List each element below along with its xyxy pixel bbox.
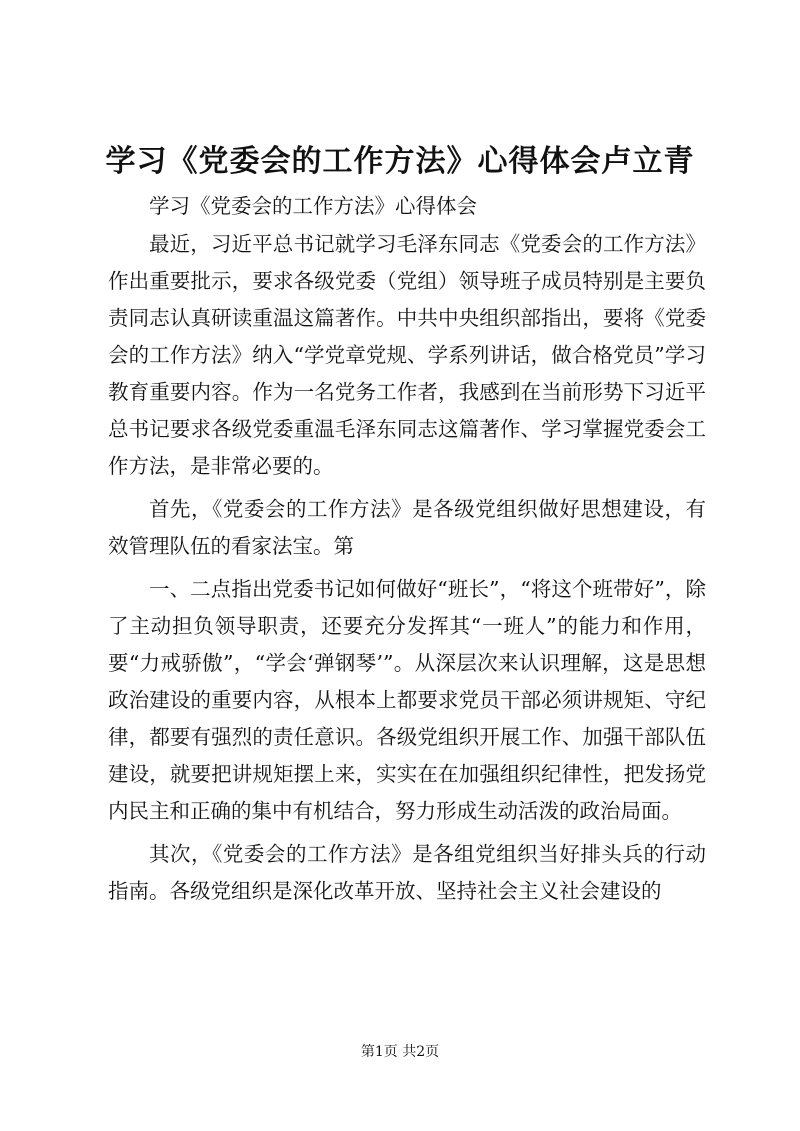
page-number-footer: 第1页 共2页 (360, 1044, 440, 1060)
document-body (108, 188, 706, 910)
paragraph-first-point-detail: 一、二点指出党委书记如何做好“班长”，“将这个班带好”，除了主动担负领导职责，还要充分发挥其“一班人”的能力和作用，要“力戒骄傲”，“学会‘弹钢琴’”。从深层次来认识理解，这是思想政治建设的重要内容，从根本上都要求党员干部必须讲规矩、守纪律，都要有强烈的责任意识。各级党组织开展工作、加强干部队伍建设，就要把讲规矩摆上来，实实在在加强组织纪律性，把发扬党内民主和正确的集中有机结合，努力形成生动活泼的政治局面。 (108, 577, 706, 823)
document-subtitle: 学习《党委会的工作方法》心得体会 (149, 194, 477, 218)
paragraph-second-point: 其次，《党委会的工作方法》是各组党组织当好排头兵的行动指南。各级党组织是深化改革开放、坚持社会主义社会建设的 (108, 842, 706, 903)
paragraph-intro: 最近，习近平总书记就学习毛泽东同志《党委会的工作方法》作出重要批示，要求各级党委（党组）领导班子成员特别是主要负责同志认真研读重温这篇著作。中共中央组织部指出，要将《党委会的工作方法》纳入“学党章党规、学系列讲话，做合格党员”学习教育重要内容。作为一名党务工作者，我感到在当前形势下习近平总书记要求各级党委重温毛泽东同志这篇著作、学习掌握党委会工作方法，是非常必要的。 (108, 232, 706, 478)
document-title: 学习《党委会的工作方法》心得体会卢立青 (105, 144, 695, 179)
paragraph-first-point: 首先，《党委会的工作方法》是各级党组织做好思想建设，有效管理队伍的看家法宝。第 (108, 497, 706, 558)
